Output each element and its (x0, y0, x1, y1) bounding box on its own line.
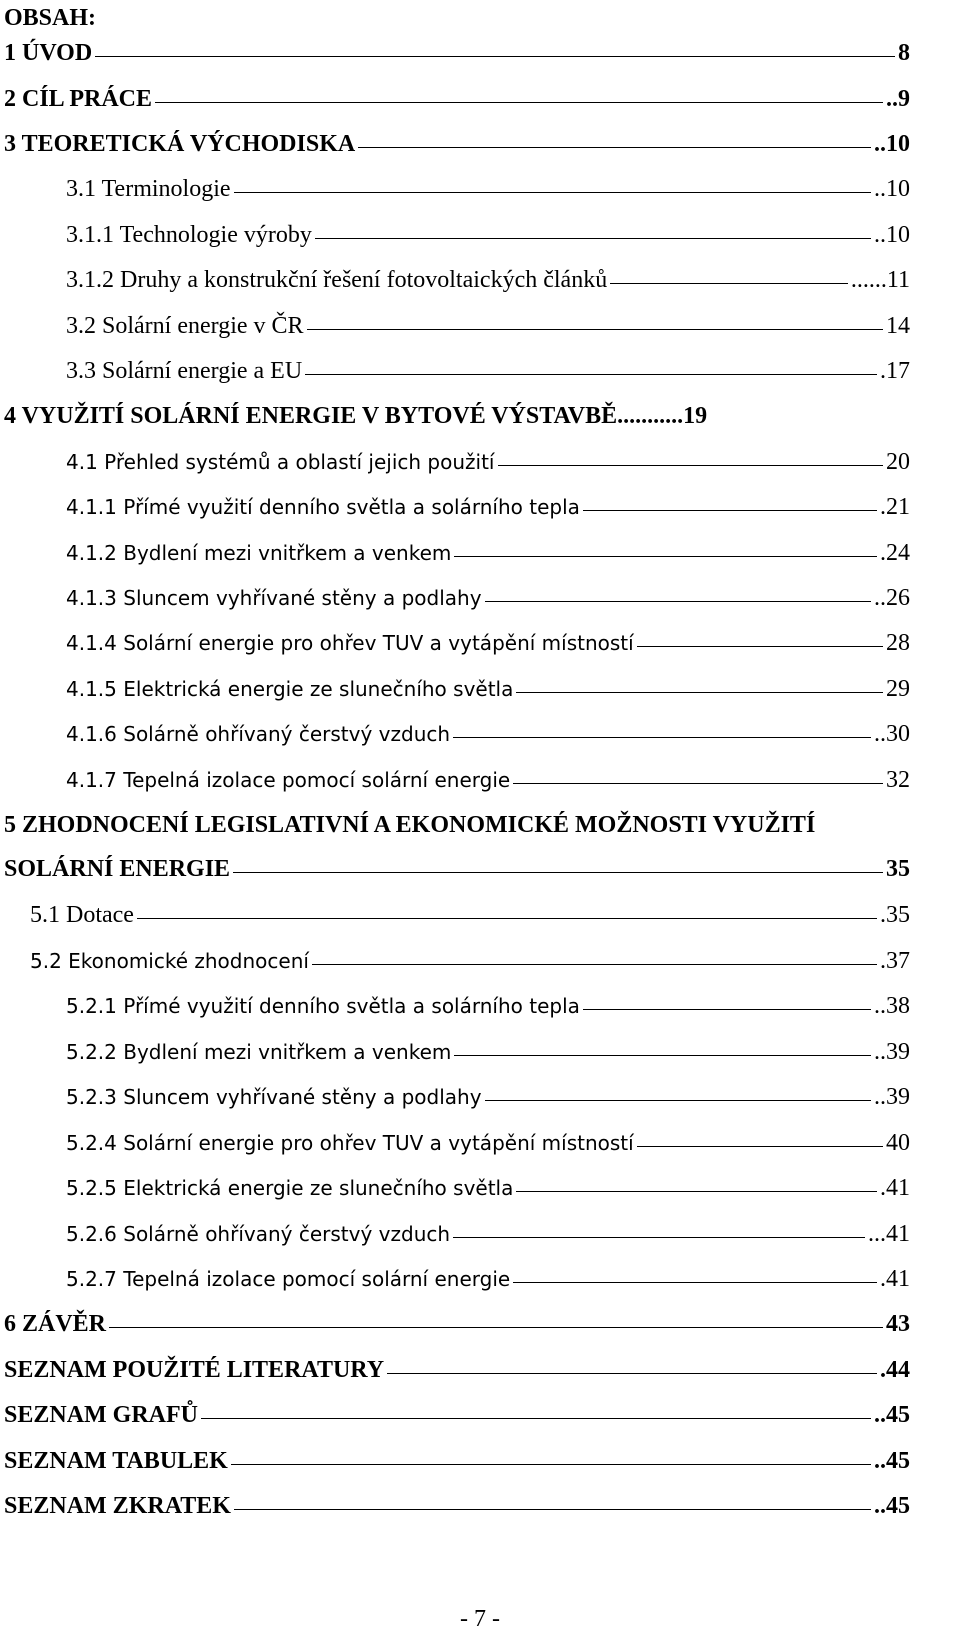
toc-entry-label: SEZNAM ZKRATEK (4, 1493, 231, 1519)
toc-entry-4-1-2[interactable] (66, 538, 910, 568)
toc-entry-solarni-energie-cr[interactable] (66, 311, 910, 341)
toc-entry-page: ...41 (868, 1221, 910, 1247)
toc-entry-terminologie[interactable] (66, 174, 910, 204)
toc-entry-label: SEZNAM TABULEK (4, 1448, 228, 1474)
toc-leader (516, 692, 883, 693)
toc-entry-page: .21 (880, 494, 910, 520)
toc-entry-label: 5.2 Ekonomické zhodnocení (30, 949, 309, 973)
toc-leader (201, 1418, 871, 1419)
toc-entry-druhy-clanku[interactable] (66, 265, 910, 295)
toc-entry-label: 4.1.3 Sluncem vyhřívané stěny a podlahy (66, 586, 482, 610)
toc-entry-label: 2 CÍL PRÁCE (4, 86, 153, 112)
toc-entry-seznam-tabulek[interactable] (4, 1446, 910, 1476)
toc-leader (312, 964, 877, 965)
toc-leader (109, 1327, 883, 1328)
toc-entry-4-1-7[interactable] (66, 765, 910, 795)
toc-leader (485, 601, 871, 602)
toc-entry-ekonomicke-zhodnoceni[interactable] (30, 946, 910, 976)
toc-entry-zaver[interactable] (4, 1309, 910, 1339)
toc-entry-page: ..10 (874, 176, 910, 202)
toc-entry-page: ..10 (874, 222, 910, 248)
toc-entry-label: 1 ÚVOD (4, 40, 93, 66)
toc-entry-label: 5.2.4 Solární energie pro ohřev TUV a vytápění místností (66, 1131, 634, 1155)
toc-entry-page: 20 (886, 449, 910, 475)
toc-entry-seznam-zkratek[interactable] (4, 1491, 910, 1521)
toc-entry-label: SEZNAM POUŽITÉ LITERATURY (4, 1357, 385, 1383)
toc-entry-4-1-3[interactable] (66, 583, 910, 613)
toc-entry-label: 3 TEORETICKÁ VÝCHODISKA (4, 131, 356, 157)
toc-entry-label: 4.1.4 Solární energie pro ohřev TUV a vytápění místností (66, 631, 634, 655)
toc-entry-page: 29 (886, 676, 910, 702)
toc-entry-label: 3.1.2 Druhy a konstrukční řešení fotovoltaických článků (66, 267, 608, 293)
toc-entry-cil-prace[interactable] (4, 84, 910, 114)
toc-entry-label: SEZNAM GRAFŮ (4, 1402, 199, 1428)
toc-entry-label: 3.3 Solární energie a EU (66, 358, 303, 384)
toc-leader (155, 102, 883, 103)
toc-entry-zhodnoceni-line1[interactable]: 5 ZHODNOCENÍ LEGISLATIVNÍ A EKONOMICKÉ MOŽNOSTI VYUŽITÍ (4, 812, 816, 838)
toc-entry-label: SOLÁRNÍ ENERGIE (4, 856, 231, 882)
toc-entry-technologie-vyroby[interactable] (66, 220, 910, 250)
toc-entry-label: 3.1 Terminologie (66, 176, 231, 202)
toc-entry-page: 40 (886, 1130, 910, 1156)
toc-leader (498, 465, 884, 466)
toc-leader (610, 283, 848, 284)
toc-entry-page: .17 (880, 358, 910, 384)
toc-entry-page: ..9 (886, 86, 910, 112)
toc-leader (234, 1509, 871, 1510)
toc-entry-uvod[interactable] (4, 38, 910, 68)
toc-entry-label: 4 VYUŽITÍ SOLÁRNÍ ENERGIE V BYTOVÉ VÝSTAVBĚ (4, 403, 618, 429)
toc-entry-label: 3.1.1 Technologie výroby (66, 222, 312, 248)
toc-entry-5-2-3[interactable] (66, 1082, 910, 1112)
toc-entry-label: 5.1 Dotace (30, 902, 134, 928)
toc-entry-4-1-5[interactable] (66, 674, 910, 704)
toc-leader (513, 1282, 877, 1283)
toc-entry-seznam-grafu[interactable] (4, 1400, 910, 1430)
toc-entry-solarni-energie-eu[interactable] (66, 356, 910, 386)
toc-entry-page: ..10 (874, 131, 910, 157)
toc-entry-label: 5.2.2 Bydlení mezi vnitřkem a venkem (66, 1040, 452, 1064)
toc-leader (453, 1237, 865, 1238)
toc-leader (516, 1191, 877, 1192)
toc-entry-5-2-1[interactable] (66, 991, 910, 1021)
toc-entry-teoreticka-vychodiska[interactable] (4, 129, 910, 159)
toc-entry-page: ..38 (874, 993, 910, 1019)
toc-leader (234, 192, 871, 193)
toc-leader (453, 737, 871, 738)
toc-entry-vyuziti-solarni-energie[interactable] (4, 401, 910, 431)
toc-leader (485, 1100, 871, 1101)
toc-entry-label: 5.2.5 Elektrická energie ze slunečního světla (66, 1176, 514, 1200)
toc-entry-page: ..39 (874, 1084, 910, 1110)
toc-entry-page: ......11 (850, 267, 910, 293)
toc-leader (307, 329, 883, 330)
toc-heading: OBSAH: (4, 5, 97, 31)
toc-entry-label: 4.1.1 Přímé využití denního světla a solárního tepla (66, 495, 580, 519)
toc-leader (231, 1464, 871, 1465)
toc-entry-page: .41 (880, 1175, 910, 1201)
toc-leader (358, 147, 871, 148)
toc-entry-page: ..30 (874, 721, 910, 747)
toc-entry-5-2-2[interactable] (66, 1037, 910, 1067)
toc-entry-page: 14 (886, 313, 910, 339)
toc-entry-page: .37 (880, 948, 910, 974)
toc-entry-label: 5.2.6 Solárně ohřívaný čerstvý vzduch (66, 1222, 451, 1246)
toc-leader (583, 510, 877, 511)
toc-entry-label: 5.2.3 Sluncem vyhřívané stěny a podlahy (66, 1085, 482, 1109)
toc-leader (305, 374, 877, 375)
toc-entry-page: 8 (898, 40, 910, 66)
toc-entry-label: 4.1 Přehled systémů a oblastí jejich použití (66, 450, 495, 474)
toc-entry-5-2-4[interactable] (66, 1128, 910, 1158)
toc-entry-page: 35 (886, 856, 910, 882)
toc-leader (637, 1146, 883, 1147)
toc-leader (454, 1055, 871, 1056)
toc-entry-seznam-literatury[interactable] (4, 1355, 910, 1385)
toc-leader (95, 56, 895, 57)
page-number: - 7 - (460, 1606, 500, 1632)
toc-leader (513, 783, 883, 784)
toc-entry-page: 28 (886, 630, 910, 656)
toc-entry-label: 5.2.7 Tepelná izolace pomocí solární energie (66, 1267, 511, 1291)
toc-leader (583, 1009, 871, 1010)
toc-entry-page: ...........19 (617, 403, 708, 429)
toc-entry-page: ..45 (874, 1402, 910, 1428)
toc-entry-page: ..39 (874, 1039, 910, 1065)
toc-entry-label: 6 ZÁVĚR (4, 1311, 107, 1337)
toc-entry-4-1-6[interactable] (66, 719, 910, 749)
toc-entry-page: ..45 (874, 1493, 910, 1519)
toc-entry-label: 3.2 Solární energie v ČR (66, 313, 304, 339)
toc-entry-page: ..45 (874, 1448, 910, 1474)
toc-entry-page: 32 (886, 767, 910, 793)
toc-entry-label: 5.2.1 Přímé využití denního světla a solárního tepla (66, 994, 580, 1018)
toc-entry-dotace[interactable] (30, 900, 910, 930)
toc-leader (454, 556, 877, 557)
toc-entry-page: .35 (880, 902, 910, 928)
toc-entry-prehled-systemu[interactable] (66, 447, 910, 477)
toc-entry-label: 4.1.7 Tepelná izolace pomocí solární energie (66, 768, 511, 792)
toc-entry-label: 4.1.6 Solárně ohřívaný čerstvý vzduch (66, 722, 451, 746)
toc-entry-4-1-4[interactable] (66, 628, 910, 658)
toc-leader (137, 918, 877, 919)
toc-leader (233, 872, 883, 873)
toc-leader (637, 646, 883, 647)
toc-entry-5-2-7[interactable] (66, 1264, 910, 1294)
toc-leader (315, 238, 871, 239)
toc-entry-page: .41 (880, 1266, 910, 1292)
toc-entry-label: 4.1.5 Elektrická energie ze slunečního světla (66, 677, 514, 701)
toc-entry-label: 4.1.2 Bydlení mezi vnitřkem a venkem (66, 541, 452, 565)
toc-entry-4-1-1[interactable] (66, 492, 910, 522)
toc-entry-5-2-5[interactable] (66, 1173, 910, 1203)
toc-entry-zhodnoceni-line2[interactable] (4, 854, 910, 884)
toc-leader (387, 1373, 877, 1374)
toc-entry-page: .44 (880, 1357, 910, 1383)
toc-entry-page: 43 (886, 1311, 910, 1337)
toc-entry-5-2-6[interactable] (66, 1219, 910, 1249)
toc-entry-page: .24 (880, 540, 910, 566)
toc-entry-page: ..26 (874, 585, 910, 611)
